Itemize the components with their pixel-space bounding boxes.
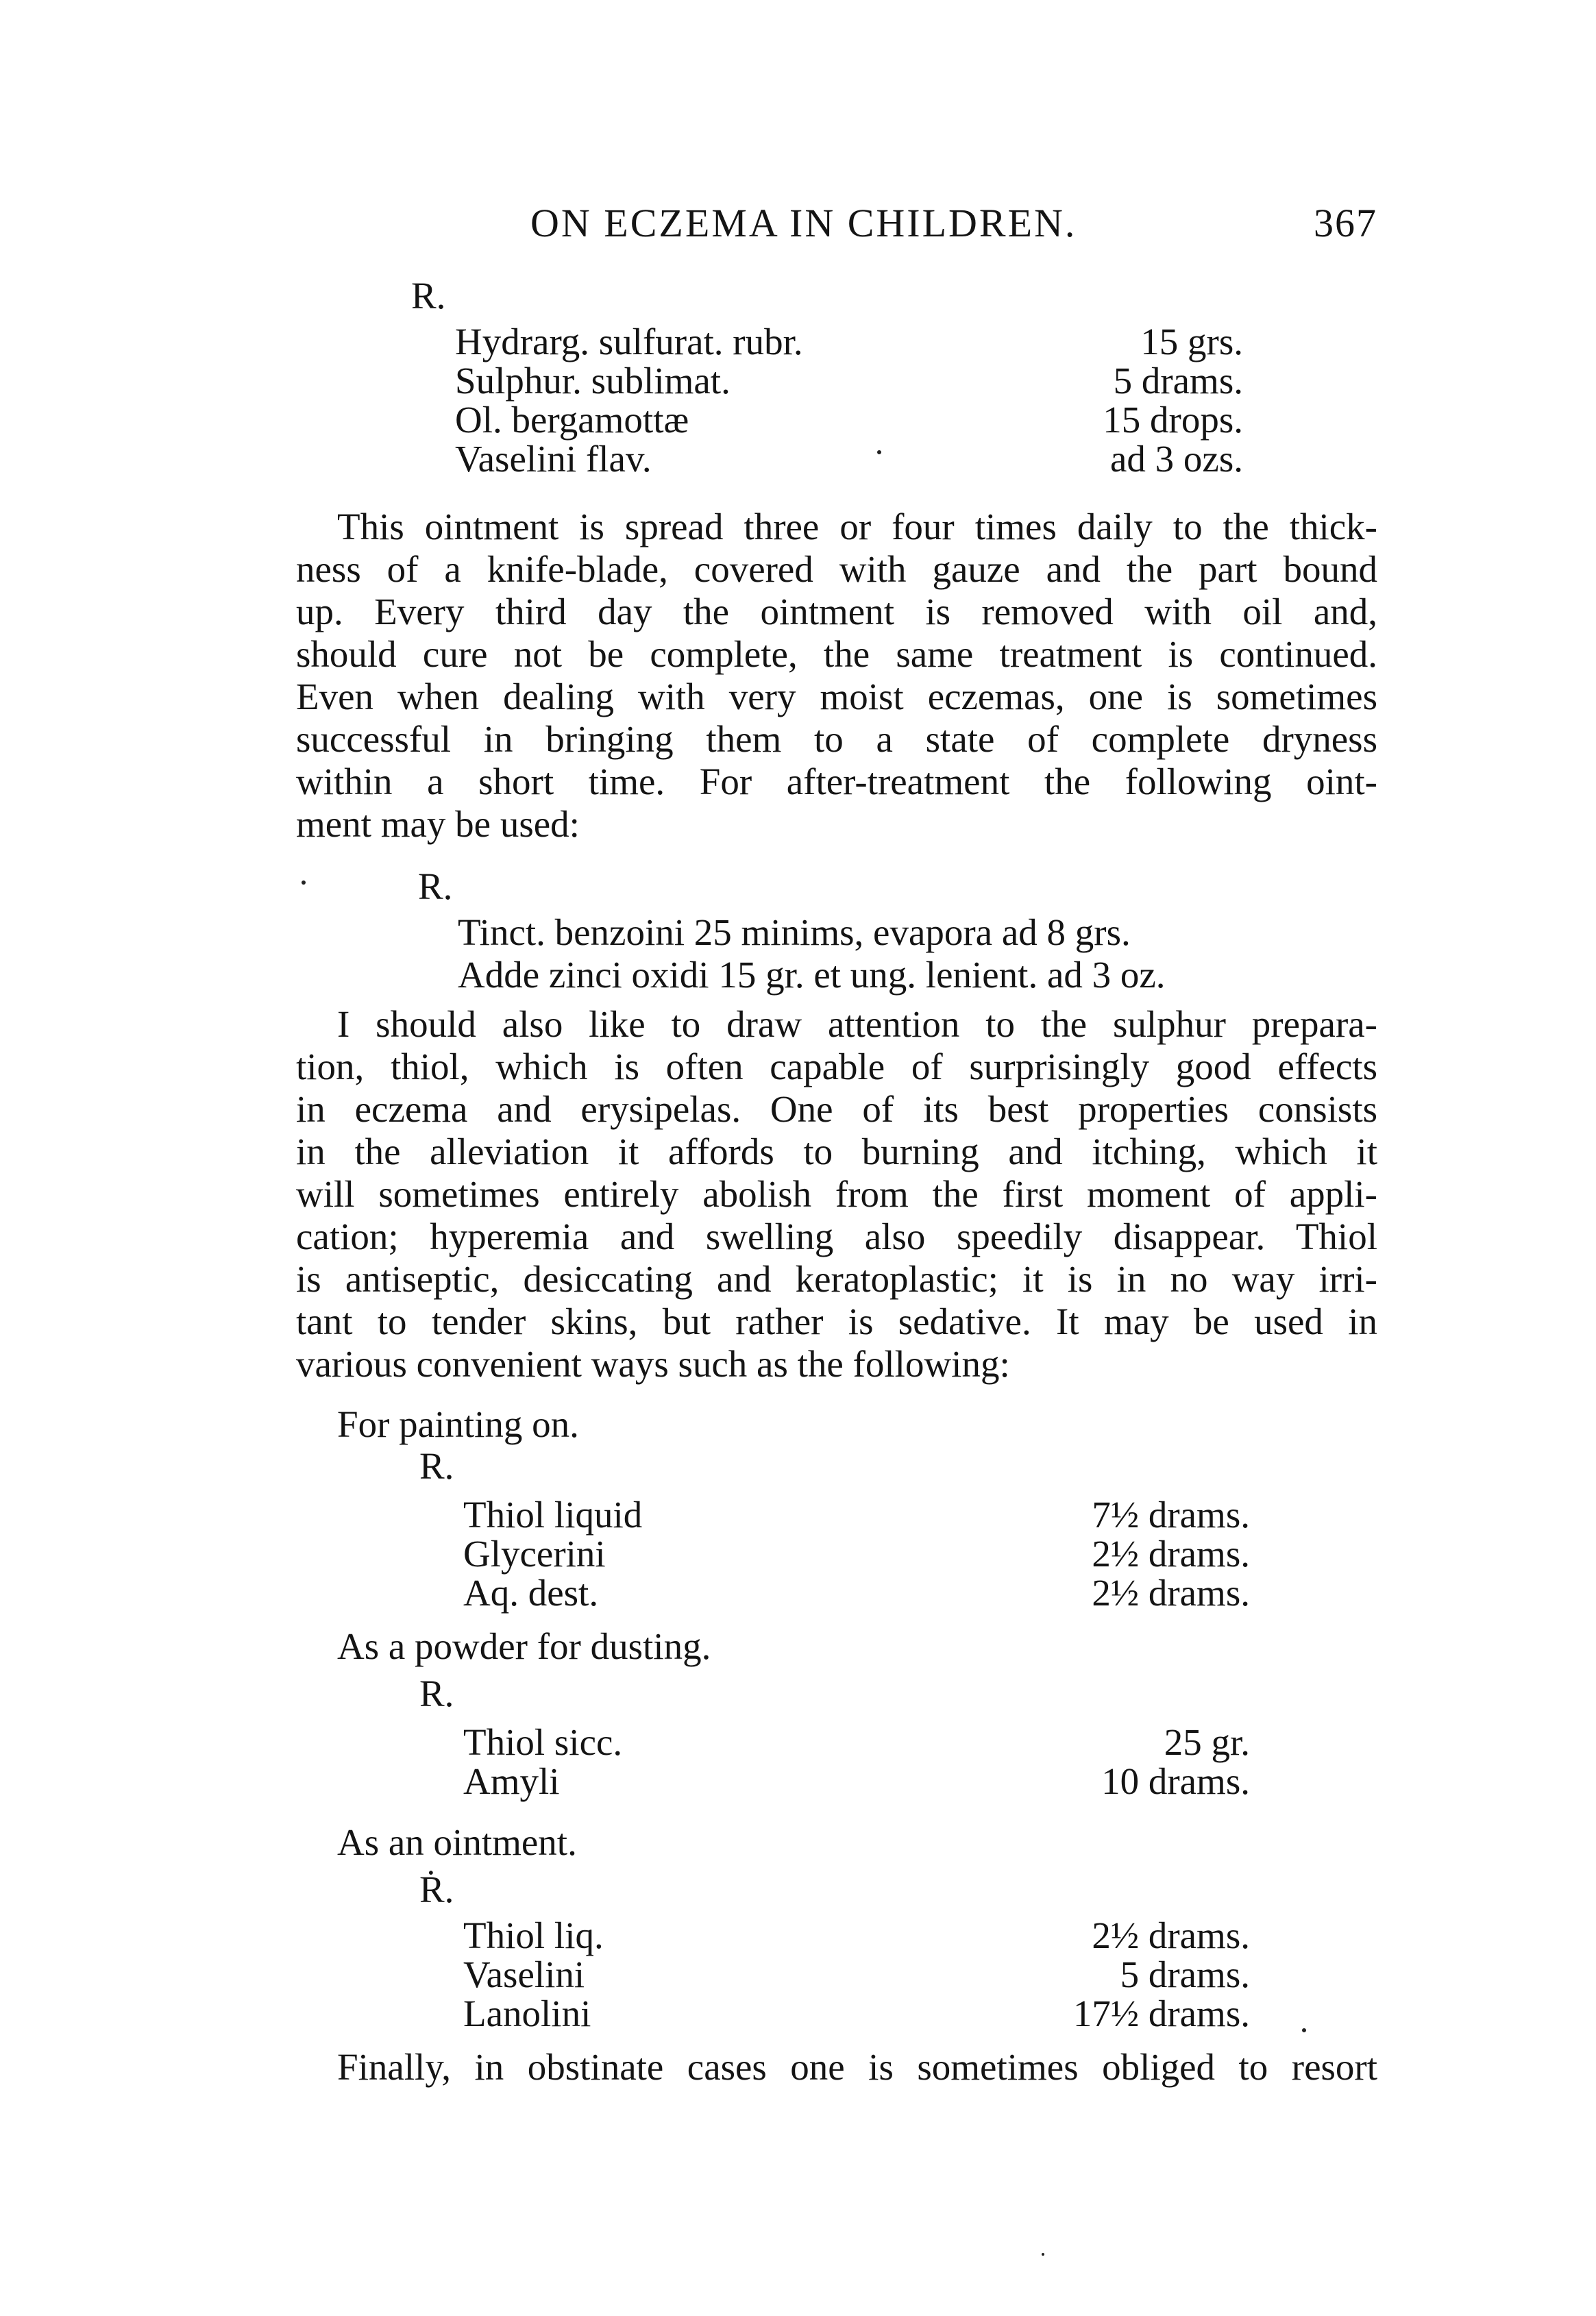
text-line: ment may be used: <box>296 803 580 845</box>
prescription-row <box>455 438 1243 480</box>
ingredient: Vaselini <box>463 1954 585 1995</box>
amount: ad 3 ozs. <box>1110 438 1243 480</box>
rx-symbol: R. <box>418 865 453 907</box>
prescription-line: Adde zinci oxidi 15 gr. et ung. lenient. ad 3 oz. <box>458 954 1166 996</box>
amount: 5 drams. <box>1113 360 1243 402</box>
amount: 15 grs. <box>1140 321 1243 362</box>
rx-symbol: R. <box>411 275 446 317</box>
ingredient: Aq. dest. <box>463 1572 599 1614</box>
text-line: up. Every third day the ointment is removed with oil and, <box>296 591 1377 632</box>
paragraph <box>296 1003 1377 1385</box>
print-speck <box>877 450 881 454</box>
amount: 2½ drams. <box>1092 1533 1250 1575</box>
prescription-row <box>455 321 1243 363</box>
amount: 5 drams. <box>1120 1954 1250 1995</box>
paragraph <box>337 2046 1377 2089</box>
ingredient: Ol. bergamottæ <box>455 399 689 441</box>
text-line: ness of a knife-blade, covered with gauze and the part bound <box>296 548 1377 590</box>
prescription-row <box>455 399 1243 441</box>
recipe-heading: For painting on. <box>337 1403 579 1445</box>
amount: 7½ drams. <box>1092 1494 1250 1536</box>
prescription-row <box>463 1760 1250 1803</box>
ingredient: Glycerini <box>463 1533 606 1575</box>
amount: 10 drams. <box>1101 1760 1250 1802</box>
text-line: I should also like to draw attention to the sulphur prepara- <box>337 1003 1377 1045</box>
prescription-row <box>463 1533 1250 1575</box>
print-speck <box>1042 2253 1044 2256</box>
prescription-row <box>463 1572 1250 1614</box>
prescription-row <box>463 1993 1250 2035</box>
rx-symbol: R. <box>419 1445 454 1487</box>
prescription-row <box>463 1494 1250 1536</box>
recipe-heading: As a powder for dusting. <box>337 1625 711 1667</box>
text-line: Finally, in obstinate cases one is sometimes obliged to resort <box>337 2046 1377 2088</box>
page-number: 367 <box>1314 201 1377 245</box>
amount: 17½ drams. <box>1072 1993 1250 2034</box>
print-speck <box>1302 2028 1306 2032</box>
prescription-row <box>463 1914 1250 1957</box>
ingredient: Thiol liq. <box>463 1914 604 1956</box>
amount: 25 gr. <box>1164 1721 1250 1763</box>
text-line: This ointment is spread three or four times daily to the thick- <box>337 506 1377 547</box>
running-title: ON ECZEMA IN CHILDREN. <box>530 201 1077 245</box>
text-line: within a short time. For after-treatment the following oint- <box>296 761 1377 802</box>
rx-symbol: Ṙ. <box>419 1869 454 1910</box>
prescription-line: Tinct. benzoini 25 minims, evapora ad 8 grs. <box>458 911 1131 953</box>
ingredient: Vaselini flav. <box>455 438 652 480</box>
ingredient: Lanolini <box>463 1993 591 2034</box>
amount: 2½ drams. <box>1092 1572 1250 1614</box>
amount: 2½ drams. <box>1092 1914 1250 1956</box>
ingredient: Thiol liquid <box>463 1494 643 1536</box>
print-speck <box>302 880 306 885</box>
ingredient: Amyli <box>463 1760 560 1802</box>
text-line: in eczema and erysipelas. One of its best properties consists <box>296 1088 1377 1130</box>
text-line: will sometimes entirely abolish from the first moment of appli- <box>296 1173 1377 1215</box>
text-line: in the alleviation it affords to burning and itching, which it <box>296 1131 1377 1172</box>
text-line: various convenient ways such as the following: <box>296 1343 1010 1385</box>
prescription-row <box>463 1721 1250 1764</box>
prescription-row <box>455 360 1243 402</box>
text-line: tant to tender skins, but rather is sedative. It may be used in <box>296 1301 1377 1342</box>
text-line: successful in bringing them to a state of complete dryness <box>296 718 1377 760</box>
text-line: tion, thiol, which is often capable of surprisingly good effects <box>296 1046 1377 1087</box>
ingredient: Hydrarg. sulfurat. rubr. <box>455 321 803 362</box>
recipe-heading: As an ointment. <box>337 1821 577 1863</box>
text-line: cation; hyperemia and swelling also speedily disappear. Thiol <box>296 1216 1377 1257</box>
amount: 15 drops. <box>1103 399 1243 441</box>
ingredient: Thiol sicc. <box>463 1721 623 1763</box>
text-line: should cure not be complete, the same treatment is continued. <box>296 633 1377 675</box>
page-header <box>302 200 1377 255</box>
paragraph <box>296 506 1377 846</box>
prescription-row <box>463 1954 1250 1996</box>
text-line: Even when dealing with very moist eczemas, one is sometimes <box>296 676 1377 717</box>
text-line: is antiseptic, desiccating and keratoplastic; it is in no way irri- <box>296 1258 1377 1300</box>
ingredient: Sulphur. sublimat. <box>455 360 731 402</box>
rx-symbol: R. <box>419 1673 454 1714</box>
